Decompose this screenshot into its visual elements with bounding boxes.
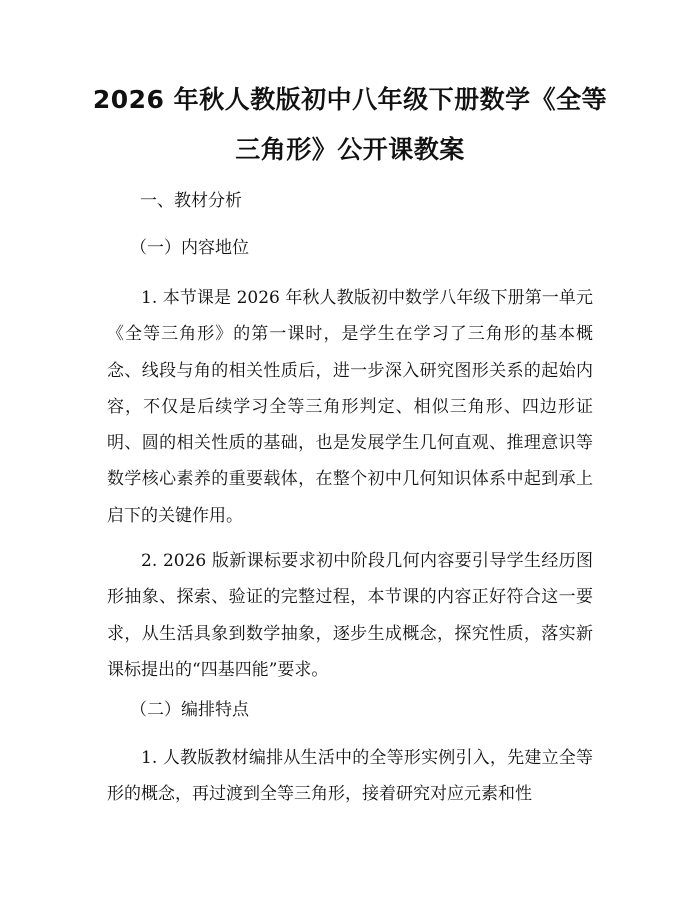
paragraph-1: 1. 本节课是 2026 年秋人教版初中数学八年级下册第一单元《全等三角形》的第一课时，是学生在学习了三角形的基本概念、线段与角的相关性质后，进一步深入研究图形关系的起始内容，不仅是后续学习全等三角形判定、相似三角形、四边形证明、圆的相关性质的基础，也是发展学生几何直观、推理意识等数学核心素养的重要载体，在整个初中几何知识体系中起到承上启下的关键作用。 xyxy=(107,288,593,526)
section-heading-textbook-analysis: 一、教材分析 xyxy=(140,191,242,211)
subsection-heading-arrangement-features: （二）编排特点 xyxy=(130,700,249,720)
document-title-line-1: 2026 年秋人教版初中八年级下册数学《全等 xyxy=(92,85,608,114)
document-title-line-2: 三角形》公开课教案 xyxy=(235,135,465,164)
subsection-heading-content-status: （一）内容地位 xyxy=(130,238,249,258)
paragraph-2: 2. 2026 版新课标要求初中阶段几何内容要引导学生经历图形抽象、探索、验证的完整过程，本节课的内容正好符合这一要求，从生活具象到数学抽象，逐步生成概念，探究性质，落实新课标提出的“四基四能”要求。 xyxy=(107,551,593,680)
paragraph-3: 1. 人教版教材编排从生活中的全等形实例引入，先建立全等形的概念，再过渡到全等三角形，接着研究对应元素和性 xyxy=(107,748,593,805)
